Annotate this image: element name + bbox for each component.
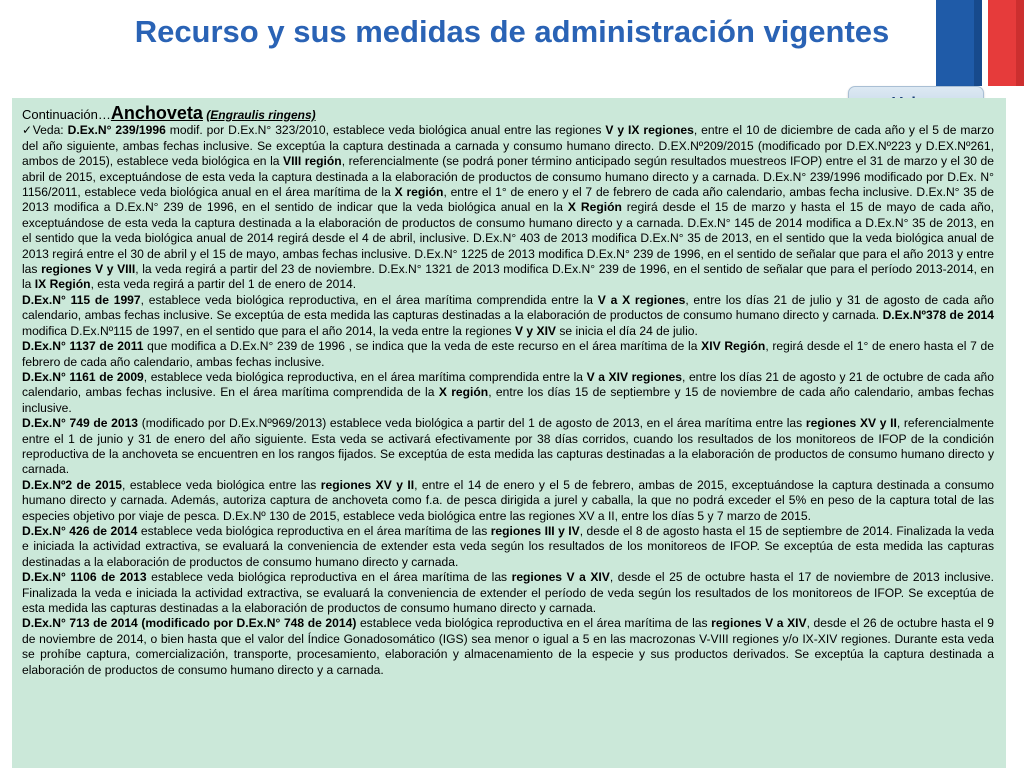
continuation-label: Continuación…: [22, 107, 111, 122]
regulation-emphasis: D.Ex.N° 1137 de 2011: [22, 339, 144, 354]
regulation-emphasis: D.Ex.N° 749 de 2013: [22, 416, 139, 431]
page-title: Recurso y sus medidas de administración vigentes: [134, 14, 890, 49]
regulation-emphasis: D.Ex.Nº2 de 2015: [22, 477, 123, 492]
regulation-text: modif. por D.Ex.N° 323/2010, establece veda biológica anual entre las regiones: [165, 123, 606, 138]
species-name: Anchoveta: [110, 103, 203, 123]
regulation-emphasis: regiones V a XIV: [711, 616, 807, 631]
regulation-text: se inicia el día 24 de julio.: [556, 323, 698, 338]
regulation-text: , desde el 25 de octubre hasta el 17 de noviembre de 2013 inclusive. Finalizada la veda e iniciada la actividad extractiva, se evaluará la conveniencia de extender el período de veda según los resultados de los monitoreos de IFOP. Se exceptúa de esta medida las capturas destinadas a la elaboración de productos de consumo humano directo y carnada.: [22, 570, 994, 615]
content-heading: [22, 103, 994, 123]
regulation-emphasis: IX Región: [34, 277, 91, 292]
regulation-text: , desde el 8 de agosto hasta el 15 de septiembre de 2014. Finalizada la veda e iniciada la actividad extractiva, se evaluará la conveniencia de extender esta veda según los resultados de los monitoreos de IFOP. Se exceptúa de esta medida las capturas destinadas a la elaboración de productos de consumo humano directo y carnada.: [22, 523, 994, 569]
regulation-paragraph: [22, 524, 994, 570]
content-panel: [12, 98, 1006, 768]
regulation-paragraph: [22, 478, 994, 524]
regulation-emphasis: regiones XV y II: [320, 477, 415, 492]
regulation-emphasis: D.Ex.N° 713 de 2014 (modificado por D.Ex.N° 748 de 2014): [22, 616, 357, 631]
regulation-emphasis: D.Ex.N° 426 de 2014: [22, 523, 138, 538]
regulation-text: ✓Veda:: [22, 123, 68, 138]
flag-blue-shade: [974, 0, 982, 86]
regulation-emphasis: VIII región: [283, 154, 342, 169]
regulation-emphasis: V a XIV regiones: [586, 369, 683, 384]
regulation-text: , entre el 14 de enero y el 5 de febrero, ambas de 2015, exceptuándose la captura destinada a consumo humano directo y carnada. Además, autoriza captura de anchoveta como f.a. de pesca dirigida a jurel y caballa, la que no podrá exceder el 5% en peso de la captura total de las especies objetivo por viaje de pesca. D.Ex.Nº 130 de 2015, establece veda biológica entre las regiones XV a II, entre los días 5 y 7 marzo de 2015.: [22, 477, 994, 523]
regulation-text: , establece veda biológica reproductiva, en el área marítima comprendida entre la: [143, 369, 587, 384]
regulation-text: establece veda biológica reproductiva en el área marítima de las: [356, 616, 712, 631]
regulation-text: , establece veda biológica reproductiva, en el área marítima comprendida entre la: [140, 292, 598, 307]
scientific-name: (Engraulis ringens): [206, 108, 316, 122]
regulation-text: , esta veda regirá a partir del 1 de enero de 2014.: [90, 277, 357, 292]
flag-red-shade: [1016, 0, 1024, 86]
regulation-emphasis: D.Ex.N° 1106 de 2013: [22, 570, 147, 585]
regulation-text: , referencialmente entre el 1 de junio y 31 de enero del año siguiente. Esta veda se activará efectivamente por 38 días corridos, cuando los resultados de los monitoreos de IFOP de la condición reproductiva de la anchoveta se encuentren en los rangos fijados. Se exceptúa de esta medida las capturas destinadas a la elaboración de productos de consumo humano directo y carnada.: [22, 416, 994, 477]
regulation-emphasis: V y XIV: [514, 323, 556, 338]
regulation-text: , la veda regirá a partir del 23 de noviembre. D.Ex.N° 1321 de 2013 modifica D.Ex.N° 239 de 1996, en el sentido de señalar que para el período 2013-2014, en la: [22, 262, 994, 292]
regulation-paragraph: [22, 570, 994, 616]
regulation-text: , referencialmente (se podrá poner término anticipado según resultados muestreos IFOP) entre el 31 de marzo y el 30 de abril de 2015, exceptuándose de esta veda la captura destinada a la elaboración de productos de consumo humano directo y a carnada. D.Ex.N° 239/1996 modificado por D.Ex. N° 1156/2011, establece veda biológica anual en el área marítima de la: [22, 154, 994, 200]
regulation-emphasis: regiones III y IV: [490, 523, 580, 538]
regulation-emphasis: regiones V y VIII: [41, 262, 136, 277]
regulation-emphasis: D.Ex.N° 1161 de 2009: [22, 369, 144, 384]
regulation-emphasis: V y IX regiones: [605, 123, 694, 138]
regulation-emphasis: V a X regiones: [597, 292, 686, 307]
regulation-emphasis: D.Ex.Nº378 de 2014: [882, 308, 994, 323]
regulation-emphasis: D.Ex.N° 239/1996: [67, 123, 166, 138]
regulation-paragraph: [22, 339, 994, 370]
regulation-text: establece veda biológica reproductiva en el área marítima de las: [137, 523, 491, 538]
regulation-text: que modifica a D.Ex.N° 239 de 1996 , se indica que la veda de este recurso en el área marítima de la: [143, 339, 702, 354]
regulation-text: regirá desde el 15 de marzo y hasta el 15 de mayo de cada año, exceptuándose de esta veda la captura destinada a la elaboración de productos de consumo humano directo y a carnada. D.Ex.N° 145 de 2014 modifica a D.Ex.N° 35 de 2013, en el sentido que la veda biológica anual de 2014 regirá desde el 4 de abril, inclusive. D.Ex.N° 403 de 2013 modifica D.Ex.N° 35 de 2013, en el sentido que la veda biológica anual de 2013 regirá entre el 30 de abril y el 15 de mayo, ambas fechas inclusive. D.Ex.N° 1225 de 2013 modifica D.Ex.N° 239 de 1996, en el sentido de señalar que para el año 2013 y entre las: [22, 200, 994, 277]
regulation-emphasis: X Región: [567, 200, 622, 215]
regulation-emphasis: X región: [438, 385, 489, 400]
regulation-emphasis: regiones XV y II: [805, 416, 897, 431]
regulation-emphasis: D.Ex.N° 115 de 1997: [22, 292, 141, 307]
regulation-paragraph: [22, 293, 994, 339]
regulation-text: establece veda biológica reproductiva en el área marítima de las: [146, 570, 512, 585]
regulation-text: (modificado por D.Ex.Nº969/2013) establece veda biológica a partir del 1 de agosto de 2013, en el área marítima entre las: [138, 416, 806, 431]
regulation-text: , entre los días 15 de septiembre y 15 de noviembre de cada año calendario, ambas fechas inclusive.: [22, 385, 994, 415]
regulation-emphasis: XIV Región: [701, 339, 766, 354]
regulation-list: [22, 123, 994, 678]
regulation-paragraph: [22, 370, 994, 416]
regulation-paragraph: [22, 416, 994, 478]
regulation-paragraph: [22, 123, 994, 292]
regulation-emphasis: X región: [394, 185, 444, 200]
regulation-text: , regirá desde el 1° de enero hasta el 7 de febrero de cada año calendario, ambas fechas inclusive.: [22, 339, 994, 369]
regulation-text: , entre los días 21 de agosto y 21 de octubre de cada año calendario, ambas fechas inclusive. En el área marítima comprendida de la: [22, 369, 994, 400]
regulation-text: , entre el 1° de enero y el 7 de febrero de cada año calendario, ambas fecha inclusive. D.Ex.N° 35 de 2013 modifica a D.Ex.N° 239 de 1996, en el sentido de indicar que la veda biológica anual en la: [22, 185, 994, 215]
regulation-text: modifica D.Ex.Nº115 de 1997, en el sentido que para el año 2014, la veda entre la regiones: [22, 323, 515, 338]
regulation-emphasis: regiones V a XIV: [511, 570, 610, 585]
regulation-text: , entre el 10 de diciembre de cada año y el 5 de marzo del año siguiente, ambas fechas inclusive. Se exceptúa la captura destinada a carnada y consumo humano directo. D.EX.Nº209/2015 (modificado por D.EX.Nº223 y D.EX.Nº261, ambos de 2015), establece veda biológica en la: [22, 123, 994, 169]
regulation-text: , establece veda biológica entre las: [122, 477, 321, 492]
regulation-text: , desde el 26 de octubre hasta el 9 de noviembre de 2014, o bien hasta que el valor del Índice Gonadosomático (IGS) sea menor o igual a 5 en las macrozonas V-VIII regiones y/o IX-XIV regiones. Durante esta veda se prohíbe captura, comercialización, transporte, procesamiento, elaboración y almacenamiento de la especie y sus productos derivados. Se exceptúa la captura destinada a elaboración de productos de consumo humano directo y a carnada.: [22, 616, 995, 677]
regulation-text: , entre los días 21 de julio y 31 de agosto de cada año calendario, ambas fechas inclusive. Se exceptúa de esta medida las capturas destinadas a la elaboración de productos de consumo humano directo y carnada.: [22, 292, 994, 323]
regulation-paragraph: [22, 616, 994, 678]
